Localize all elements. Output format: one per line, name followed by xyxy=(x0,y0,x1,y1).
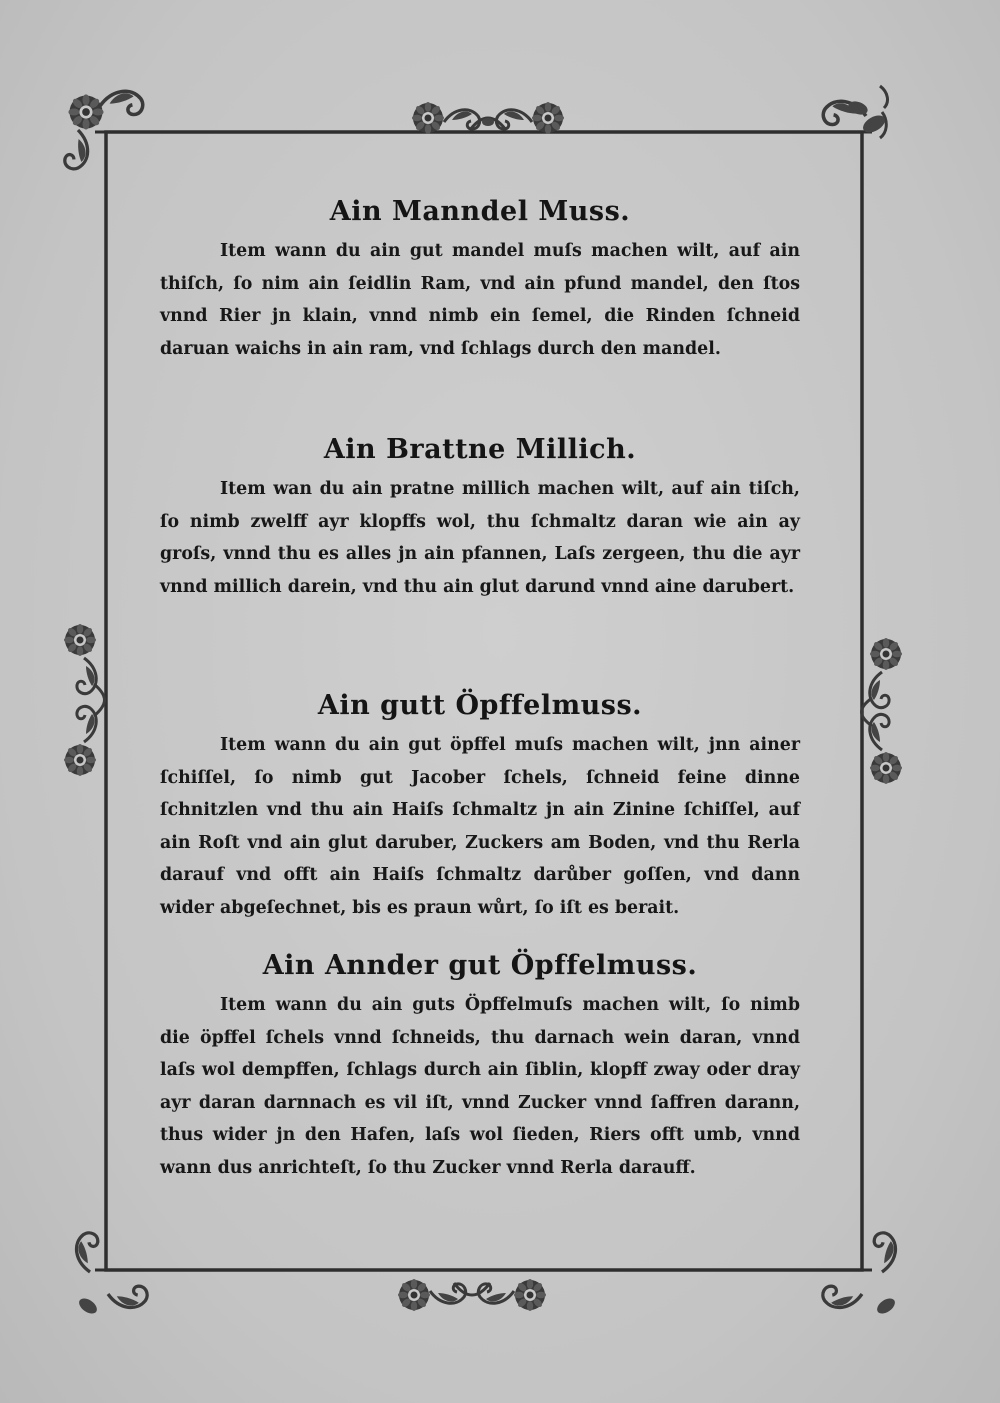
recipe-body: Item wann du ain gut mandel muſs machen wilt, auf ain thiſch, ſo nim ain ſeidlin Ram, vnd ain pfund mandel, den ſtos vnnd Rier jn klain, vnnd nimb ein ſemel, die Rinden ſchneid daruan waichs in ain ram, vnd ſchlags durch den mandel. xyxy=(160,241,800,359)
recipe-mandel-muss xyxy=(160,195,800,431)
recipe-title: Ain Annder gut Öpffelmuss. xyxy=(262,950,698,981)
recipe-text-block xyxy=(160,195,800,1184)
recipe-annder-opffelmuss xyxy=(160,949,800,1184)
recipe-title: Ain Brattne Millich. xyxy=(323,434,637,465)
recipe-brattne-millich xyxy=(160,433,800,677)
recipe-body: Item wann du ain gut öpffel muſs machen wilt, jnn ainer ſchiſſel, ſo nimb gut Jacober ſchels, ſchneid feine dinne ſchnitzlen vnd thu ain Haiſs ſchmaltz jn ain Zinine ſchiſſel, auf ain Roſt vnd ain glut daruber, Zuckers am Boden, vnd thu Rerla darauf vnd offt ain Haiſs ſchmaltz darůber goſſen, vnd dann wider abgeſechnet, bis es praun wůrt, ſo iſt es berait. xyxy=(160,735,800,918)
recipe-title: Ain Manndel Muss. xyxy=(329,196,631,227)
recipe-opffelmuss xyxy=(160,689,800,945)
recipe-title: Ain gutt Öpffelmuss. xyxy=(317,690,643,721)
recipe-body: Item wan du ain pratne millich machen wilt, auf ain tiſch, ſo nimb zwelff ayr klopffs wol, thu ſchmaltz daran wie ain ay groſs, vnnd thu es alles jn ain pfannen, Laſs zergeen, thu die ayr vnnd millich darein, vnd thu ain glut darund vnnd aine darubert. xyxy=(160,479,800,597)
recipe-body: Item wann du ain guts Öpffelmuſs machen wilt, ſo nimb die öpffel ſchels vnnd ſchneids, thu darnach wein daran, vnnd laſs wol dempffen, ſchlags durch ain ſiblin, klopff zway oder dray ayr daran darnnach es vil iſt, vnnd Zucker vnnd ſaffren darann, thus wider jn den Hafen, laſs wol ſieden, Riers offt umb, vnnd wann dus anrichteſt, ſo thu Zucker vnnd Rerla darauff. xyxy=(160,995,800,1178)
